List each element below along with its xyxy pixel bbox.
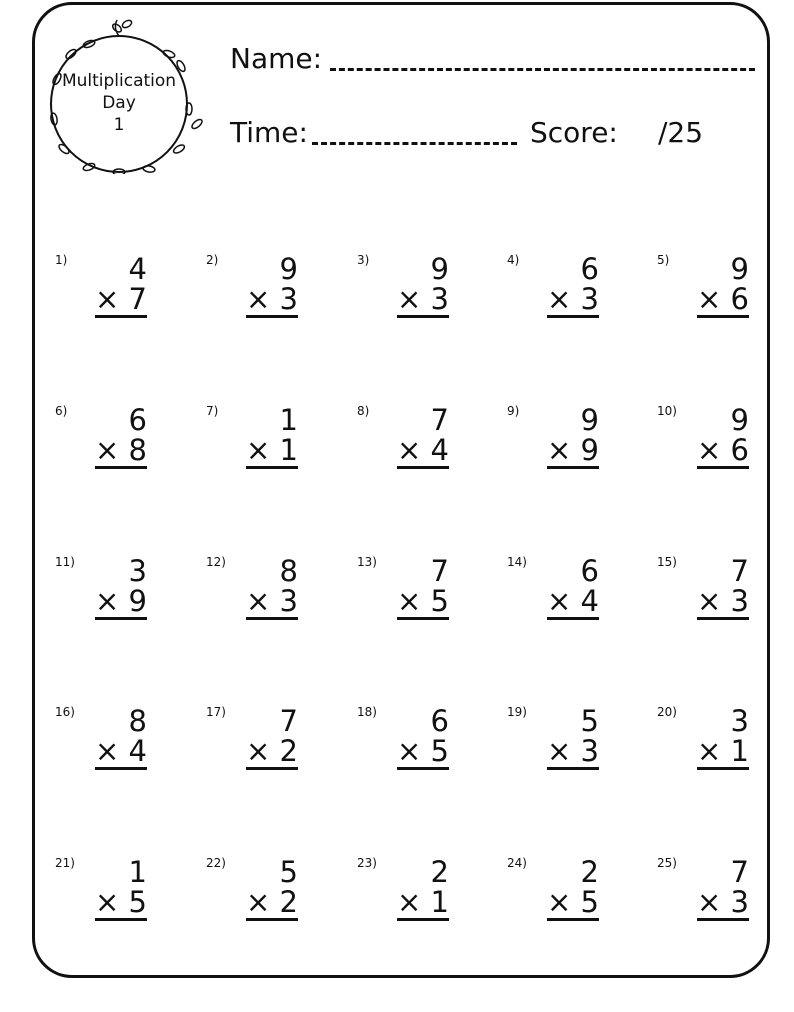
- multiplicand: 5: [279, 855, 298, 889]
- problem-2: [206, 253, 356, 343]
- problem-number: 8): [357, 404, 370, 418]
- problem-number: 10): [657, 404, 677, 418]
- multiplicand: 1: [128, 855, 147, 889]
- multiplicand: 8: [128, 704, 147, 738]
- problem-number: 6): [55, 404, 68, 418]
- multiplier: × 5: [397, 734, 449, 768]
- wreath-day-number: 1: [113, 115, 125, 135]
- multiplicand: 6: [580, 252, 599, 286]
- problem-number: 5): [657, 253, 670, 267]
- multiplier: × 5: [547, 885, 599, 919]
- problem-number: 22): [206, 856, 226, 870]
- multiplicand: 7: [730, 554, 749, 588]
- problem-number: 9): [507, 404, 520, 418]
- problem-6: [55, 404, 205, 494]
- time-label: Time:: [230, 116, 308, 149]
- score-total: /25: [658, 116, 704, 149]
- multiplicand: 6: [128, 403, 147, 437]
- multiplier: × 6: [697, 433, 749, 467]
- problem-3: [357, 253, 507, 343]
- problem-number: 12): [206, 555, 226, 569]
- multiplier: × 1: [397, 885, 449, 919]
- multiplicand: 9: [730, 403, 749, 437]
- multiplier: × 9: [547, 433, 599, 467]
- problem-14: [507, 555, 657, 645]
- problem-11: [55, 555, 205, 645]
- problem-number: 24): [507, 856, 527, 870]
- problem-21: [55, 856, 205, 946]
- multiplicand: 9: [430, 252, 449, 286]
- multiplicand: 8: [279, 554, 298, 588]
- multiplicand: 5: [580, 704, 599, 738]
- multiplicand: 6: [430, 704, 449, 738]
- multiplier: × 3: [697, 584, 749, 618]
- problem-18: [357, 705, 507, 795]
- wreath-day-label: Day: [102, 93, 136, 113]
- multiplier: × 6: [697, 282, 749, 316]
- problem-23: [357, 856, 507, 946]
- multiplier: × 1: [697, 734, 749, 768]
- multiplier: × 3: [397, 282, 449, 316]
- multiplicand: 3: [730, 704, 749, 738]
- multiplier: × 3: [246, 584, 298, 618]
- multiplicand: 3: [128, 554, 147, 588]
- problem-25: [657, 856, 794, 946]
- multiplier: × 4: [397, 433, 449, 467]
- problem-9: [507, 404, 657, 494]
- problem-number: 7): [206, 404, 219, 418]
- multiplicand: 7: [430, 403, 449, 437]
- problem-number: 23): [357, 856, 377, 870]
- name-field[interactable]: [330, 68, 755, 71]
- multiplier: × 3: [547, 734, 599, 768]
- multiplier: × 7: [95, 282, 147, 316]
- problem-20: [657, 705, 794, 795]
- multiplier: × 5: [397, 584, 449, 618]
- problem-number: 2): [206, 253, 219, 267]
- multiplier: × 5: [95, 885, 147, 919]
- problem-4: [507, 253, 657, 343]
- multiplicand: 7: [730, 855, 749, 889]
- score-label: Score:: [530, 116, 618, 149]
- problem-number: 21): [55, 856, 75, 870]
- time-field[interactable]: [312, 142, 517, 145]
- wreath-title: Multiplication: [61, 71, 177, 91]
- multiplier: × 9: [95, 584, 147, 618]
- problem-number: 4): [507, 253, 520, 267]
- problem-number: 18): [357, 705, 377, 719]
- multiplicand: 7: [430, 554, 449, 588]
- problem-number: 13): [357, 555, 377, 569]
- multiplier: × 4: [547, 584, 599, 618]
- multiplicand: 4: [128, 252, 147, 286]
- multiplier: × 2: [246, 885, 298, 919]
- multiplicand: 9: [580, 403, 599, 437]
- multiplicand: 1: [279, 403, 298, 437]
- multiplicand: 9: [279, 252, 298, 286]
- multiplicand: 9: [730, 252, 749, 286]
- problem-16: [55, 705, 205, 795]
- problem-13: [357, 555, 507, 645]
- problem-number: 19): [507, 705, 527, 719]
- problem-number: 20): [657, 705, 677, 719]
- problem-22: [206, 856, 356, 946]
- multiplier: × 3: [246, 282, 298, 316]
- problem-number: 16): [55, 705, 75, 719]
- problem-7: [206, 404, 356, 494]
- problem-1: [55, 253, 205, 343]
- problem-number: 3): [357, 253, 370, 267]
- problem-17: [206, 705, 356, 795]
- multiplier: × 2: [246, 734, 298, 768]
- problem-19: [507, 705, 657, 795]
- problem-24: [507, 856, 657, 946]
- problem-12: [206, 555, 356, 645]
- problem-8: [357, 404, 507, 494]
- multiplier: × 8: [95, 433, 147, 467]
- multiplier: × 1: [246, 433, 298, 467]
- title-wreath: [49, 14, 209, 174]
- multiplicand: 6: [580, 554, 599, 588]
- multiplier: × 4: [95, 734, 147, 768]
- problem-10: [657, 404, 794, 494]
- multiplicand: 2: [580, 855, 599, 889]
- name-label: Name:: [230, 42, 323, 75]
- problem-number: 25): [657, 856, 677, 870]
- multiplicand: 7: [279, 704, 298, 738]
- problem-number: 14): [507, 555, 527, 569]
- problem-number: 17): [206, 705, 226, 719]
- problem-5: [657, 253, 794, 343]
- multiplier: × 3: [547, 282, 599, 316]
- problem-15: [657, 555, 794, 645]
- problem-number: 11): [55, 555, 75, 569]
- multiplier: × 3: [697, 885, 749, 919]
- multiplicand: 2: [430, 855, 449, 889]
- problem-number: 1): [55, 253, 68, 267]
- problem-number: 15): [657, 555, 677, 569]
